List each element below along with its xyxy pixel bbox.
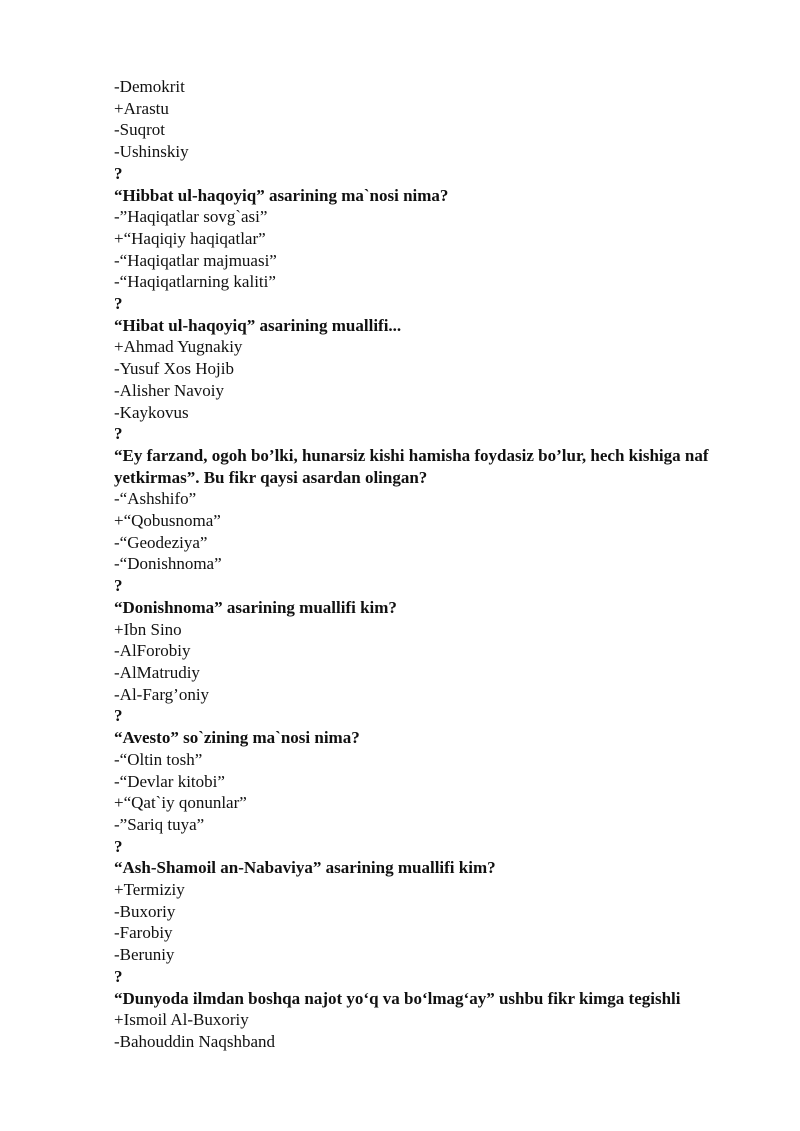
question-text: “Ey farzand, ogoh bo’lki, hunarsiz kishi hamisha foydasiz bo’lur, hech kishiga naf yetkirmas”. Bu fikr qaysi asardan olingan? — [114, 445, 709, 487]
answer-option: -“Ashshifo” — [114, 489, 197, 509]
question-text: “Donishnoma” asarining muallifi kim? — [114, 597, 397, 617]
answer-option: -“Devlar kitobi” — [114, 771, 225, 791]
question-marker: ? — [114, 294, 123, 314]
question-marker: ? — [114, 424, 123, 444]
question-marker: ? — [114, 966, 123, 986]
answer-option: -Kaykovus — [114, 402, 189, 422]
answer-option: -AlMatrudiy — [114, 662, 200, 682]
answer-option: -Al-Farg’oniy — [114, 684, 210, 704]
question-text: “Ash-Shamoil an-Nabaviya” asarining muallifi kim? — [114, 858, 496, 878]
answer-option: -Ushinskiy — [114, 142, 189, 162]
answer-option: -Alisher Navoiy — [114, 380, 225, 400]
document-page — [114, 76, 774, 1053]
answer-option: -“Haqiqatlar majmuasi” — [114, 250, 277, 270]
answer-option: -Demokrit — [114, 77, 185, 96]
question-text: “Hibat ul-haqoyiq” asarining muallifi... — [114, 315, 402, 335]
answer-option: -“Donishnoma” — [114, 554, 222, 574]
answer-option: -”Sariq tuya” — [114, 814, 205, 834]
answer-option: +Ibn Sino — [114, 619, 182, 639]
answer-option: +“Qobusnoma” — [114, 511, 221, 531]
question-marker: ? — [114, 576, 123, 596]
answer-option: -Yusuf Xos Hojib — [114, 359, 234, 379]
answer-option: -Suqrot — [114, 120, 165, 140]
answer-option: -Beruniy — [114, 945, 175, 965]
answer-option: -”Haqiqatlar sovg`asi” — [114, 207, 268, 227]
question-marker: ? — [114, 836, 123, 856]
answer-option: -Buxoriy — [114, 901, 176, 921]
answer-option: +Ahmad Yugnakiy — [114, 337, 243, 357]
answer-option: -AlForobiy — [114, 641, 191, 661]
answer-option: -“Geodeziya” — [114, 532, 208, 552]
answer-option: +Ismoil Al-Buxoriy — [114, 1010, 249, 1030]
question-text: “Avesto” so`zining ma`nosi nima? — [114, 728, 360, 748]
answer-option: -“Oltin tosh” — [114, 749, 203, 769]
question-marker: ? — [114, 163, 123, 183]
question-text: “Hibbat ul-haqoyiq” asarining ma`nosi nima? — [114, 185, 449, 205]
answer-option: +Arastu — [114, 98, 169, 118]
answer-option: -“Haqiqatlarning kaliti” — [114, 272, 276, 292]
question-text: “Dunyoda ilmdan boshqa najot yo‘q va bo‘lmag‘ay” ushbu fikr kimga tegishli — [114, 988, 681, 1008]
answer-option: +“Haqiqiy haqiqatlar” — [114, 228, 266, 248]
question-marker: ? — [114, 706, 123, 726]
answer-option: -Bahouddin Naqshband — [114, 1031, 276, 1051]
answer-option: +“Qat`iy qonunlar” — [114, 793, 247, 813]
answer-option: -Farobiy — [114, 923, 173, 943]
answer-option: +Termiziy — [114, 880, 185, 900]
